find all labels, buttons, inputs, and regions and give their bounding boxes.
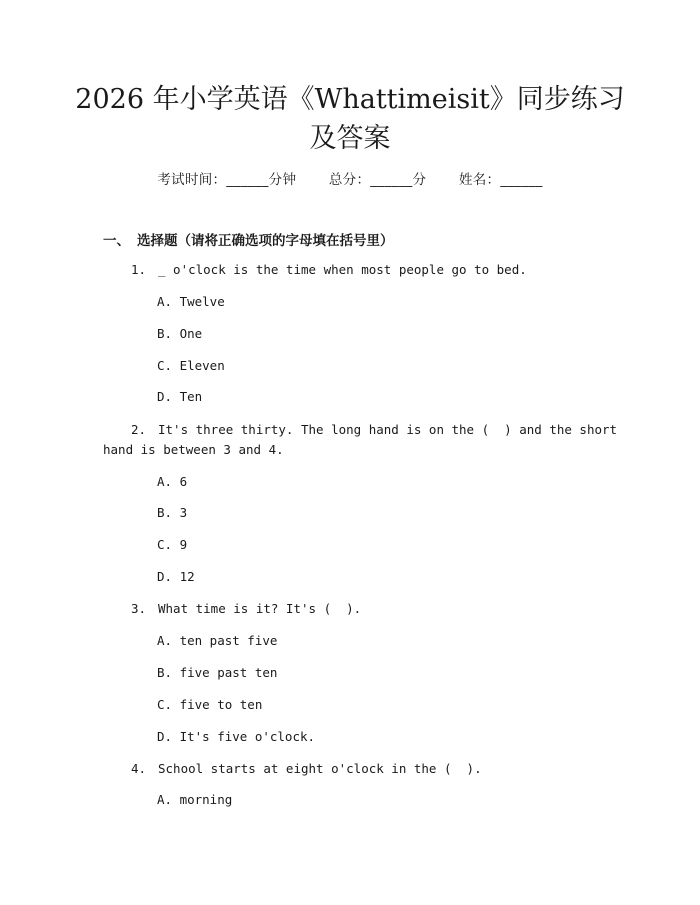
section-heading xyxy=(103,229,394,249)
question-1-option-d: D. Ten xyxy=(157,389,203,404)
exam-info-row xyxy=(0,168,700,188)
question-text: _ o'clock is the time when most people go to bed. xyxy=(158,262,527,277)
question-3-option-c: C. five to ten xyxy=(157,697,263,712)
question-1-option-b: B. One xyxy=(157,326,203,341)
question-4 xyxy=(131,761,482,777)
question-2-option-a: A. 6 xyxy=(157,474,188,489)
question-2-continuation: hand is between 3 and 4. xyxy=(103,442,284,457)
question-3 xyxy=(131,601,361,617)
question-2-option-c: C. 9 xyxy=(157,537,188,552)
question-number: 2. xyxy=(131,422,147,437)
name-field: 姓名：______ xyxy=(458,172,543,188)
question-3-option-b: B. five past ten xyxy=(157,665,278,680)
exam-time-field: 考试时间：______分钟 xyxy=(157,172,297,188)
question-3-option-d: D. It's five o'clock. xyxy=(157,729,316,744)
question-text: School starts at eight o'clock in the ( ). xyxy=(158,761,482,776)
question-2-option-d: D. 12 xyxy=(157,569,195,584)
question-1-option-a: A. Twelve xyxy=(157,294,225,309)
question-text: It's three thirty. The long hand is on the ( ) and the short xyxy=(158,422,618,437)
question-text: What time is it? It's ( ). xyxy=(158,601,362,616)
question-1-option-c: C. Eleven xyxy=(157,358,225,373)
section-title: 选择题（请将正确选项的字母填在括号里） xyxy=(137,233,394,249)
question-3-option-a: A. ten past five xyxy=(157,633,278,648)
total-score-field: 总分：______分 xyxy=(328,172,427,188)
question-number: 1. xyxy=(131,262,147,277)
question-2-option-b: B. 3 xyxy=(157,505,188,520)
question-number: 3. xyxy=(131,601,147,616)
title-line-2: 及答案 xyxy=(309,123,391,154)
title-line-1: 2026 年小学英语《Whattimeisit》同步练习 xyxy=(75,84,625,115)
section-number: 一、 xyxy=(103,233,130,249)
question-number: 4. xyxy=(131,761,147,776)
question-1 xyxy=(131,262,527,278)
document-title xyxy=(60,80,640,158)
question-2 xyxy=(131,422,617,438)
question-4-option-a: A. morning xyxy=(157,792,233,807)
